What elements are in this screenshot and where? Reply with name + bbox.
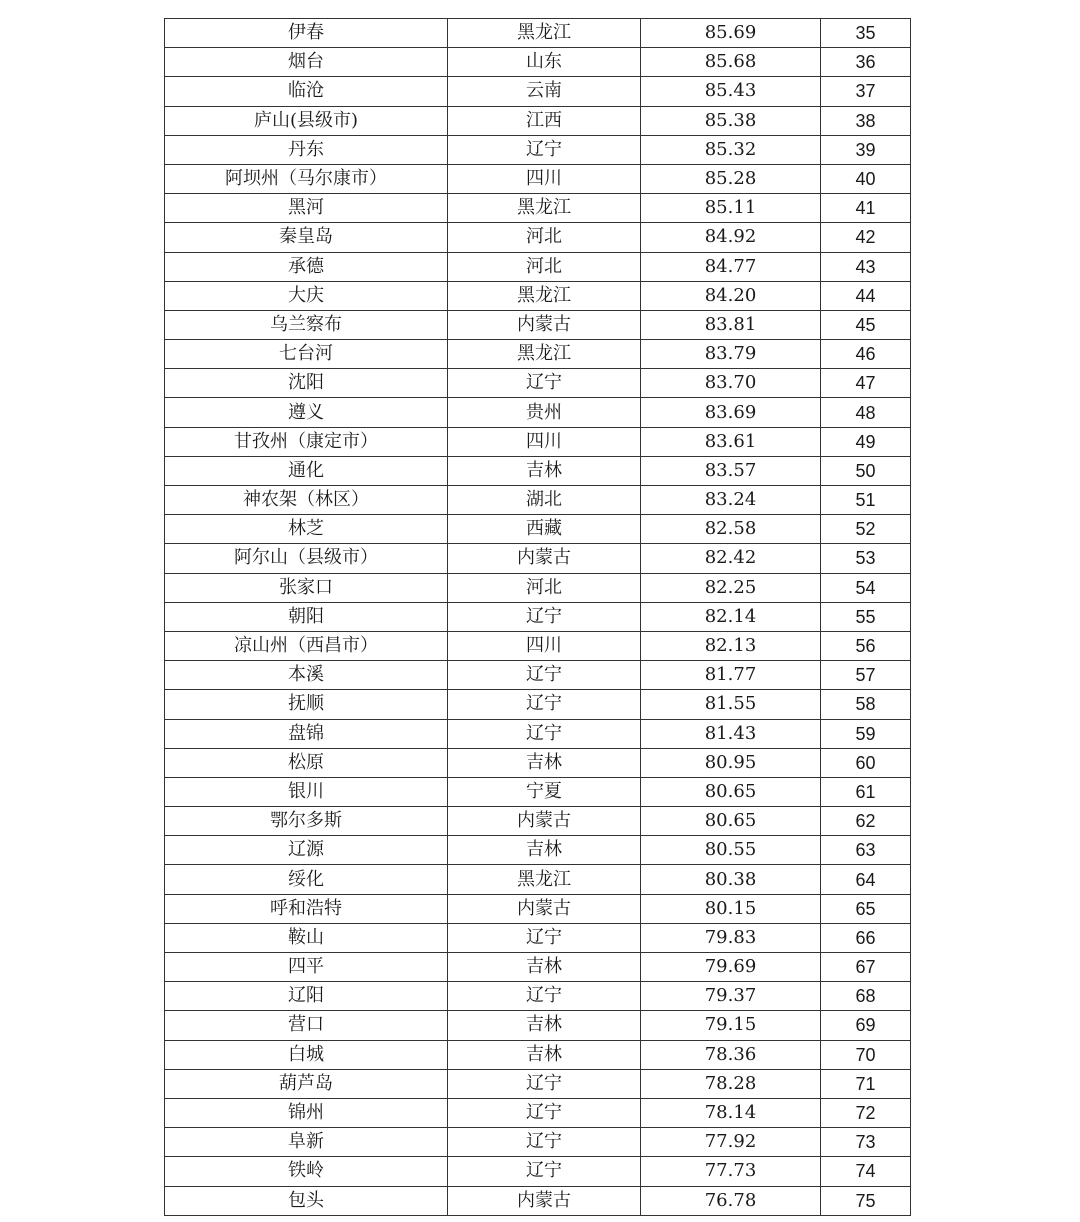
score-cell: 82.13 — [641, 631, 821, 660]
city-cell: 丹东 — [165, 135, 448, 164]
rank-cell: 61 — [821, 777, 911, 806]
province-cell: 黑龙江 — [448, 194, 641, 223]
rank-cell: 52 — [821, 515, 911, 544]
city-cell: 甘孜州（康定市） — [165, 427, 448, 456]
rank-cell: 51 — [821, 486, 911, 515]
rank-cell: 43 — [821, 252, 911, 281]
province-cell: 吉林 — [448, 1011, 641, 1040]
city-cell: 乌兰察布 — [165, 310, 448, 339]
table-row — [165, 836, 911, 865]
table-row — [165, 398, 911, 427]
table-row — [165, 281, 911, 310]
province-cell: 辽宁 — [448, 923, 641, 952]
score-cell: 79.15 — [641, 1011, 821, 1040]
rank-cell: 40 — [821, 164, 911, 193]
score-cell: 85.32 — [641, 135, 821, 164]
table-row — [165, 661, 911, 690]
rank-cell: 50 — [821, 456, 911, 485]
table-row — [165, 252, 911, 281]
province-cell: 内蒙古 — [448, 1186, 641, 1215]
city-cell: 抚顺 — [165, 690, 448, 719]
province-cell: 内蒙古 — [448, 807, 641, 836]
rank-cell: 56 — [821, 631, 911, 660]
province-cell: 内蒙古 — [448, 894, 641, 923]
score-cell: 83.81 — [641, 310, 821, 339]
table-row — [165, 1128, 911, 1157]
table-row — [165, 456, 911, 485]
table-row — [165, 631, 911, 660]
table-row — [165, 894, 911, 923]
table-row — [165, 19, 911, 48]
rank-cell: 38 — [821, 106, 911, 135]
province-cell: 云南 — [448, 77, 641, 106]
score-cell: 82.42 — [641, 544, 821, 573]
city-cell: 伊春 — [165, 19, 448, 48]
score-cell: 84.20 — [641, 281, 821, 310]
table-row — [165, 807, 911, 836]
rank-cell: 69 — [821, 1011, 911, 1040]
rank-cell: 37 — [821, 77, 911, 106]
score-cell: 83.69 — [641, 398, 821, 427]
city-cell: 鞍山 — [165, 923, 448, 952]
score-cell: 80.38 — [641, 865, 821, 894]
city-cell: 鄂尔多斯 — [165, 807, 448, 836]
province-cell: 辽宁 — [448, 1069, 641, 1098]
province-cell: 四川 — [448, 164, 641, 193]
province-cell: 吉林 — [448, 836, 641, 865]
score-cell: 83.61 — [641, 427, 821, 456]
score-cell: 84.77 — [641, 252, 821, 281]
city-cell: 七台河 — [165, 340, 448, 369]
rank-cell: 68 — [821, 982, 911, 1011]
score-cell: 80.65 — [641, 807, 821, 836]
city-cell: 林芝 — [165, 515, 448, 544]
rank-cell: 74 — [821, 1157, 911, 1186]
province-cell: 黑龙江 — [448, 281, 641, 310]
city-cell: 白城 — [165, 1040, 448, 1069]
city-cell: 黑河 — [165, 194, 448, 223]
city-cell: 绥化 — [165, 865, 448, 894]
rank-cell: 72 — [821, 1098, 911, 1127]
rank-cell: 45 — [821, 310, 911, 339]
city-cell: 承德 — [165, 252, 448, 281]
table-row — [165, 369, 911, 398]
score-cell: 85.69 — [641, 19, 821, 48]
score-cell: 81.43 — [641, 719, 821, 748]
rank-cell: 70 — [821, 1040, 911, 1069]
table-row — [165, 515, 911, 544]
rank-cell: 54 — [821, 573, 911, 602]
table-row — [165, 427, 911, 456]
province-cell: 四川 — [448, 631, 641, 660]
rank-cell: 41 — [821, 194, 911, 223]
table-row — [165, 135, 911, 164]
score-cell: 82.58 — [641, 515, 821, 544]
score-cell: 85.68 — [641, 48, 821, 77]
score-cell: 77.73 — [641, 1157, 821, 1186]
score-cell: 79.37 — [641, 982, 821, 1011]
table-row — [165, 1157, 911, 1186]
score-cell: 85.11 — [641, 194, 821, 223]
province-cell: 河北 — [448, 573, 641, 602]
table-row — [165, 1011, 911, 1040]
table-row — [165, 982, 911, 1011]
table-row — [165, 602, 911, 631]
table-row — [165, 923, 911, 952]
rank-cell: 57 — [821, 661, 911, 690]
score-cell: 81.55 — [641, 690, 821, 719]
province-cell: 河北 — [448, 252, 641, 281]
province-cell: 吉林 — [448, 953, 641, 982]
table-row — [165, 340, 911, 369]
rank-cell: 48 — [821, 398, 911, 427]
city-cell: 庐山(县级市) — [165, 106, 448, 135]
city-cell: 营口 — [165, 1011, 448, 1040]
province-cell: 黑龙江 — [448, 865, 641, 894]
province-cell: 辽宁 — [448, 602, 641, 631]
province-cell: 西藏 — [448, 515, 641, 544]
province-cell: 辽宁 — [448, 1128, 641, 1157]
rank-cell: 46 — [821, 340, 911, 369]
rank-cell: 75 — [821, 1186, 911, 1215]
score-cell: 79.83 — [641, 923, 821, 952]
province-cell: 贵州 — [448, 398, 641, 427]
province-cell: 宁夏 — [448, 777, 641, 806]
score-cell: 80.55 — [641, 836, 821, 865]
table-row — [165, 953, 911, 982]
score-cell: 83.57 — [641, 456, 821, 485]
province-cell: 辽宁 — [448, 690, 641, 719]
score-cell: 78.14 — [641, 1098, 821, 1127]
score-cell: 85.38 — [641, 106, 821, 135]
city-cell: 朝阳 — [165, 602, 448, 631]
city-cell: 辽阳 — [165, 982, 448, 1011]
province-cell: 内蒙古 — [448, 310, 641, 339]
score-cell: 82.25 — [641, 573, 821, 602]
table-row — [165, 310, 911, 339]
province-cell: 辽宁 — [448, 719, 641, 748]
city-cell: 四平 — [165, 953, 448, 982]
city-cell: 葫芦岛 — [165, 1069, 448, 1098]
province-cell: 四川 — [448, 427, 641, 456]
city-cell: 锦州 — [165, 1098, 448, 1127]
rank-cell: 58 — [821, 690, 911, 719]
rank-cell: 63 — [821, 836, 911, 865]
province-cell: 吉林 — [448, 456, 641, 485]
score-cell: 76.78 — [641, 1186, 821, 1215]
province-cell: 黑龙江 — [448, 340, 641, 369]
rank-cell: 60 — [821, 748, 911, 777]
city-cell: 遵义 — [165, 398, 448, 427]
province-cell: 辽宁 — [448, 1098, 641, 1127]
ranking-table — [164, 18, 911, 1216]
city-cell: 沈阳 — [165, 369, 448, 398]
rank-cell: 65 — [821, 894, 911, 923]
rank-cell: 64 — [821, 865, 911, 894]
city-cell: 张家口 — [165, 573, 448, 602]
table-row — [165, 1069, 911, 1098]
province-cell: 吉林 — [448, 748, 641, 777]
table-row — [165, 77, 911, 106]
table-row — [165, 164, 911, 193]
rank-cell: 42 — [821, 223, 911, 252]
city-cell: 银川 — [165, 777, 448, 806]
score-cell: 85.43 — [641, 77, 821, 106]
score-cell: 83.70 — [641, 369, 821, 398]
rank-cell: 49 — [821, 427, 911, 456]
rank-cell: 62 — [821, 807, 911, 836]
city-cell: 通化 — [165, 456, 448, 485]
rank-cell: 44 — [821, 281, 911, 310]
city-cell: 呼和浩特 — [165, 894, 448, 923]
city-cell: 神农架（林区） — [165, 486, 448, 515]
province-cell: 河北 — [448, 223, 641, 252]
city-cell: 盘锦 — [165, 719, 448, 748]
city-cell: 阜新 — [165, 1128, 448, 1157]
rank-cell: 67 — [821, 953, 911, 982]
city-cell: 铁岭 — [165, 1157, 448, 1186]
province-cell: 辽宁 — [448, 369, 641, 398]
table-row — [165, 194, 911, 223]
province-cell: 辽宁 — [448, 661, 641, 690]
city-cell: 本溪 — [165, 661, 448, 690]
score-cell: 83.79 — [641, 340, 821, 369]
score-cell: 80.65 — [641, 777, 821, 806]
table-row — [165, 48, 911, 77]
table-row — [165, 865, 911, 894]
province-cell: 辽宁 — [448, 982, 641, 1011]
score-cell: 85.28 — [641, 164, 821, 193]
score-cell: 82.14 — [641, 602, 821, 631]
score-cell: 79.69 — [641, 953, 821, 982]
rank-cell: 71 — [821, 1069, 911, 1098]
city-cell: 大庆 — [165, 281, 448, 310]
score-cell: 78.28 — [641, 1069, 821, 1098]
ranking-table-body — [165, 19, 911, 1216]
city-cell: 临沧 — [165, 77, 448, 106]
city-cell: 秦皇岛 — [165, 223, 448, 252]
city-cell: 阿坝州（马尔康市） — [165, 164, 448, 193]
rank-cell: 73 — [821, 1128, 911, 1157]
score-cell: 77.92 — [641, 1128, 821, 1157]
score-cell: 81.77 — [641, 661, 821, 690]
score-cell: 78.36 — [641, 1040, 821, 1069]
province-cell: 黑龙江 — [448, 19, 641, 48]
province-cell: 吉林 — [448, 1040, 641, 1069]
score-cell: 84.92 — [641, 223, 821, 252]
city-cell: 松原 — [165, 748, 448, 777]
province-cell: 辽宁 — [448, 1157, 641, 1186]
table-row — [165, 486, 911, 515]
table-row — [165, 106, 911, 135]
table-row — [165, 1186, 911, 1215]
table-row — [165, 1098, 911, 1127]
province-cell: 内蒙古 — [448, 544, 641, 573]
table-row — [165, 748, 911, 777]
table-row — [165, 690, 911, 719]
city-cell: 阿尔山（县级市） — [165, 544, 448, 573]
table-row — [165, 573, 911, 602]
city-cell: 凉山州（西昌市） — [165, 631, 448, 660]
province-cell: 山东 — [448, 48, 641, 77]
rank-cell: 55 — [821, 602, 911, 631]
table-row — [165, 544, 911, 573]
province-cell: 江西 — [448, 106, 641, 135]
city-cell: 烟台 — [165, 48, 448, 77]
table-row — [165, 719, 911, 748]
score-cell: 80.95 — [641, 748, 821, 777]
province-cell: 辽宁 — [448, 135, 641, 164]
table-row — [165, 1040, 911, 1069]
city-cell: 包头 — [165, 1186, 448, 1215]
province-cell: 湖北 — [448, 486, 641, 515]
rank-cell: 53 — [821, 544, 911, 573]
rank-cell: 39 — [821, 135, 911, 164]
score-cell: 80.15 — [641, 894, 821, 923]
rank-cell: 66 — [821, 923, 911, 952]
score-cell: 83.24 — [641, 486, 821, 515]
rank-cell: 47 — [821, 369, 911, 398]
table-row — [165, 223, 911, 252]
rank-cell: 35 — [821, 19, 911, 48]
city-cell: 辽源 — [165, 836, 448, 865]
rank-cell: 59 — [821, 719, 911, 748]
rank-cell: 36 — [821, 48, 911, 77]
table-row — [165, 777, 911, 806]
